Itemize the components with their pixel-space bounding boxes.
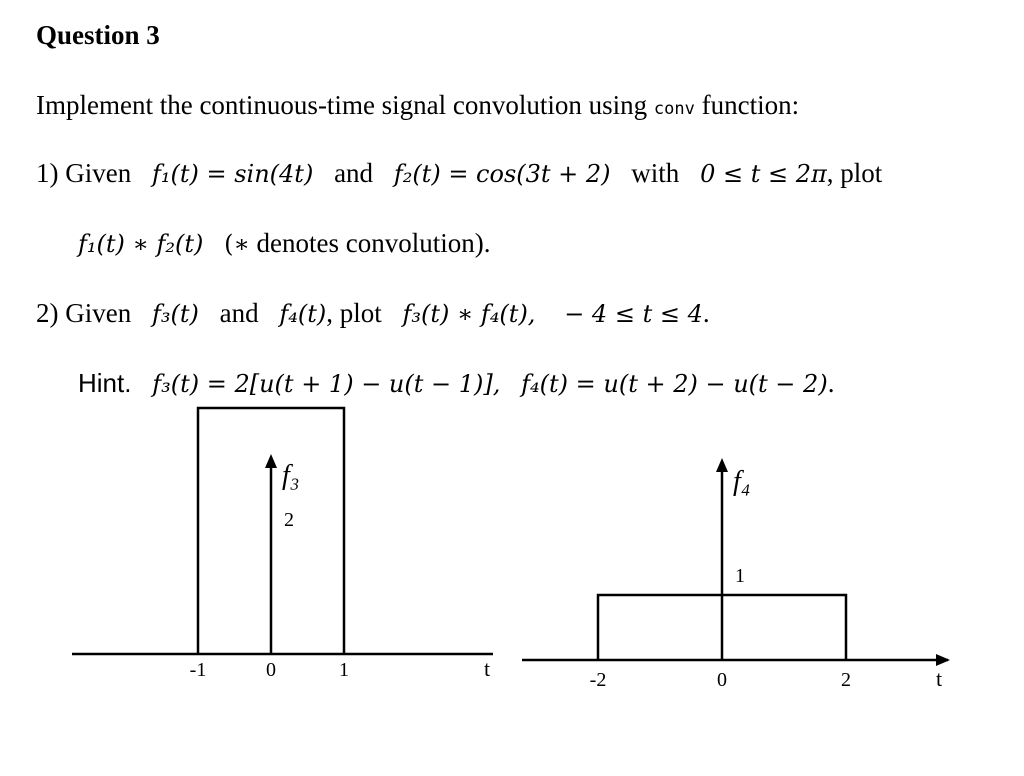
- q1-convolution-expr: f₁(t) ∗ f₂(t): [78, 230, 204, 258]
- x-tick-label: 0: [266, 659, 276, 681]
- q2-and: and: [219, 298, 259, 328]
- q1-given: Given: [65, 158, 132, 188]
- question-title: Question 3: [36, 20, 160, 50]
- height-label-f4: 1: [735, 565, 745, 587]
- f1-definition: f₁(t) = sin(4t): [151, 160, 314, 188]
- hint-label: Hint.: [78, 368, 132, 398]
- q2-end: .: [702, 298, 710, 328]
- intro-after: function:: [701, 90, 800, 120]
- conv-code: conv: [653, 99, 695, 119]
- q2-convolution-expr: f₃(t) ∗ f₄(t),: [402, 300, 536, 328]
- height-label-f3: 2: [284, 509, 294, 531]
- q1-note-open: (∗: [224, 230, 250, 258]
- x-tick-label: 2: [841, 669, 851, 691]
- q2-number: 2): [36, 298, 59, 328]
- q1-number: 1): [36, 158, 59, 188]
- x-tick-label: 1: [339, 659, 349, 681]
- q2-given: Given: [65, 298, 132, 328]
- q1-and: and: [334, 158, 374, 188]
- y-axis-arrow-3: [265, 454, 277, 468]
- f4-symbol: f₄(t): [279, 300, 327, 328]
- f2-definition: f₂(t) = cos(3t + 2): [393, 160, 611, 188]
- intro-before: Implement the continuous-time signal convolution using: [36, 90, 648, 120]
- q2-range: − 4 ≤ t ≤ 4: [564, 300, 703, 328]
- x-tick-label: -1: [189, 659, 207, 681]
- q1-note: denotes convolution).: [256, 228, 491, 258]
- q2-plot: , plot: [326, 298, 382, 328]
- x-axis-label-t: t: [484, 656, 491, 681]
- y-axis-label-f3: f₃: [282, 460, 300, 491]
- x-tick-label: -2: [589, 669, 607, 691]
- q1-range: 0 ≤ t ≤ 2π: [700, 160, 827, 188]
- f3-symbol: f₃(t): [151, 300, 199, 328]
- y-axis-label-f4: f₄: [733, 466, 751, 497]
- f3-hint-definition: f₃(t) = 2[u(t + 1) − u(t − 1)],: [152, 370, 501, 398]
- f4-hint-definition: f₄(t) = u(t + 2) − u(t − 2): [521, 370, 828, 398]
- hint-end: .: [827, 368, 835, 398]
- x-axis-label-t: t: [936, 666, 943, 691]
- x-axis-arrow-4: [936, 654, 950, 666]
- x-tick-label: 0: [717, 669, 727, 691]
- y-axis-arrow-4: [716, 458, 728, 472]
- q1-with: with: [631, 158, 680, 188]
- q1-plot: , plot: [826, 158, 883, 188]
